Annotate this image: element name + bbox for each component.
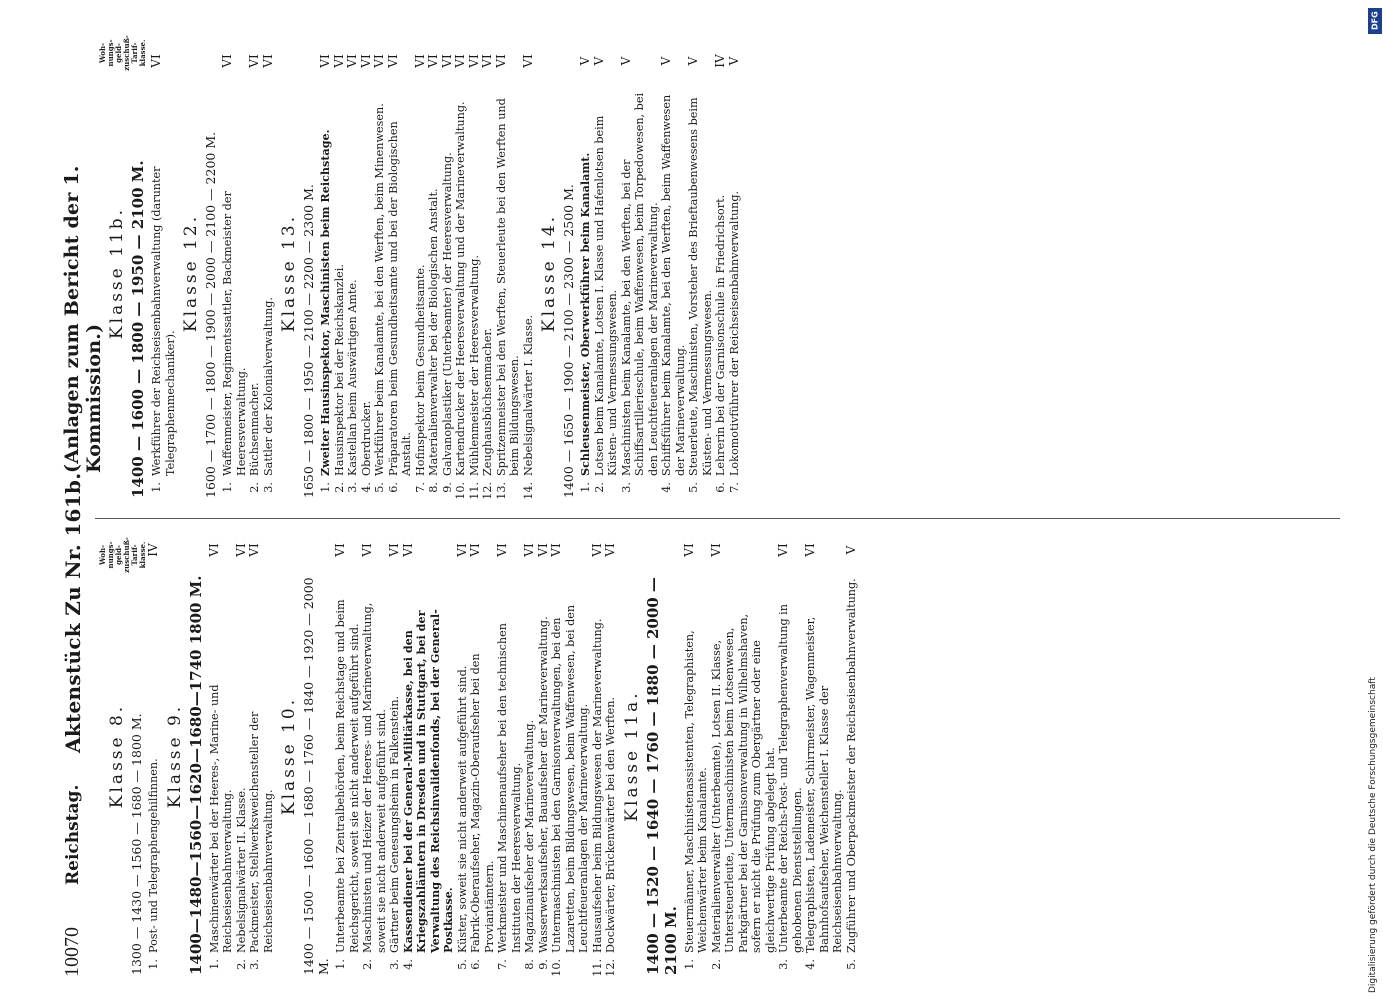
item-text: Büchsenmacher. — [248, 382, 261, 476]
item-text: Lotsen beim Kanalamte, Lotsen I. Klasse und Hafenlotsen beim Küsten- und Vermessungswesen. — [592, 115, 619, 476]
list-item — [221, 38, 248, 508]
item-text: Zeughausbüchsenmacher. — [481, 327, 494, 476]
item-number: 6. — [386, 482, 400, 493]
list-item — [361, 527, 388, 985]
tariff-class: VI — [400, 543, 415, 557]
tariff-class: VI — [233, 543, 248, 557]
tariff-class: VI — [708, 543, 723, 557]
tariff-section — [107, 38, 177, 508]
item-number: 4. — [401, 959, 415, 970]
item-text: Unterbeamte bei Zentralbehörden, beim Reichstage und beim Reichsgericht, soweit sie nicht anderweit aufgeführt sind. — [334, 599, 361, 953]
item-number: 13. — [494, 482, 508, 500]
list-item — [777, 527, 804, 985]
item-number: 11. — [467, 482, 481, 500]
list-item — [593, 38, 620, 508]
item-text: Hausinspektor bei der Reichskanzlei. — [332, 264, 346, 476]
item-text: Steuermänner, Maschinistenassistenten, Telegraphisten, Weichenwärter beim Kanalamte. — [682, 630, 709, 953]
item-text: Post- und Telegraphengehilfinnen. — [147, 758, 160, 953]
item-text: Maschinisten beim Kanalamte, bei den Werften, bei der Schiffsartillerieschule, beim Waffenwesen, beim Torpedowesen, bei den Leuchtfeueranlagen der Marineverwaltung. — [619, 92, 660, 476]
tariff-class: VI — [776, 543, 790, 557]
item-text: Spritzenmeister bei den Werften, Steuerleute bei den Werften und beim Bildungswesen. — [494, 98, 521, 476]
item-text: Werkmeister und Maschinenaufseher bei den technischen Instituten der Heeresverwaltung. — [496, 623, 523, 953]
digitization-credit: Digitalisierung gefördert durch die Deutsche Forschungsgemeinschaft — [1368, 677, 1378, 993]
list-item — [687, 38, 714, 508]
tariff-section — [279, 38, 535, 508]
item-number: 5. — [373, 482, 386, 493]
section-title: Klasse 11b. — [107, 206, 127, 340]
item-number: 14. — [521, 482, 535, 500]
document-number: Aktenstück Zu Nr. 161b. — [61, 472, 85, 753]
tariff-section — [165, 527, 276, 985]
item-text: Küster, soweit sie nicht anderweit aufgeführt sind. — [455, 665, 469, 953]
tariff-class: VI — [535, 543, 550, 557]
tariff-class: VI — [358, 54, 373, 68]
item-text: Sattler der Kolonialverwaltung. — [261, 297, 275, 476]
tariff-class: VI — [385, 54, 400, 68]
tariff-class: VI — [345, 54, 359, 68]
item-number: 12. — [604, 959, 617, 977]
page-header — [55, 25, 105, 985]
tariff-class: VI — [331, 54, 346, 68]
item-number: 3. — [248, 959, 261, 970]
item-text: Lehrerin bei der Garnisonschule in Friedrichsort. — [714, 194, 727, 476]
list-item — [456, 527, 470, 985]
item-text: Präparatoren beim Gesundheitsamte und bei der Biologischen Anstalt. — [386, 121, 413, 476]
item-number: 3. — [388, 959, 401, 970]
item-number: 5. — [844, 959, 858, 970]
item-text: Nebelsignalwärter II. Klasse. — [234, 787, 248, 953]
item-text: Zweiter Hausinspektor, Maschinisten beim Reichstage. — [318, 129, 332, 476]
item-number: 8. — [523, 959, 536, 970]
section-title: Klasse 12. — [181, 213, 201, 333]
tariff-class: VI — [247, 543, 261, 557]
item-text: Magazinaufseher der Marineverwaltung. — [523, 719, 536, 953]
item-number: 12. — [481, 482, 494, 500]
digitization-stamp — [1368, 8, 1382, 998]
section-title: Klasse 8. — [107, 703, 127, 809]
list-item — [537, 527, 551, 985]
item-text: Mühlenmeister der Heeresverwaltung. — [467, 255, 481, 476]
salary-scale: 1400 — 1650 — 1900 — 2100 — 2300 — 2500 M. — [561, 184, 576, 498]
item-number: 4. — [804, 959, 817, 970]
item-number: 7. — [727, 482, 741, 493]
item-number: 3. — [346, 482, 359, 493]
list-item — [414, 38, 428, 508]
list-item — [550, 527, 591, 985]
list-item — [373, 38, 387, 508]
tariff-class: VI — [426, 54, 440, 68]
item-text: Waffenmeister, Regimentssattler, Backmeister der Heeresverwaltung. — [221, 191, 248, 476]
item-number: 2. — [332, 482, 346, 493]
list-item — [468, 38, 482, 508]
item-number: 6. — [469, 959, 482, 970]
item-number: 4. — [359, 482, 373, 493]
item-text: Galvanoplastiker (Unterbeamter) der Heeresverwaltung. — [440, 152, 454, 476]
right-column — [103, 38, 745, 508]
tariff-class: V — [843, 545, 858, 555]
list-item — [334, 527, 361, 985]
tariff-class: VI — [549, 543, 563, 557]
running-title: (Anlagen zum Bericht der 1. Kommission.) — [61, 165, 105, 473]
item-text: Materialienverwalter bei der Biologischen Anstalt. — [427, 188, 440, 476]
list-item — [481, 38, 495, 508]
item-number: 3. — [261, 482, 275, 493]
item-number: 1. — [207, 959, 221, 970]
salary-scale: 1600 — 1700 — 1800 — 1900 — 2000 — 2100 — 2200 M. — [203, 131, 218, 498]
item-number: 1. — [150, 482, 163, 493]
list-item — [427, 38, 441, 508]
list-item — [495, 38, 522, 508]
item-text: Werkführer der Reichseisenbahnverwaltung (darunter Telegraphenmechaniker). — [150, 166, 177, 476]
list-item — [523, 527, 537, 985]
list-item — [469, 527, 496, 985]
tariff-section — [622, 527, 859, 985]
salary-scale: 1650 — 1800 — 1950 — 2100 — 2200 — 2300 M. — [301, 184, 316, 498]
item-number: 7. — [496, 959, 509, 970]
item-number: 3. — [619, 482, 633, 493]
item-text: Werkführer beim Kanalamte, bei den Werften, beim Minenwesen. — [373, 103, 386, 476]
tariff-class: VI — [681, 543, 696, 557]
list-item — [147, 527, 161, 985]
tariff-class: VI — [453, 54, 467, 68]
tariff-section — [539, 38, 741, 508]
item-text: Oberdrucker. — [359, 400, 373, 476]
rotated-document-page — [55, 25, 1355, 985]
tariff-class: VI — [260, 54, 275, 68]
tariff-class: VI — [247, 54, 261, 68]
tariff-class: VI — [803, 543, 817, 557]
item-text: Hausaufseher beim Bildungswesen der Marineverwaltung. — [590, 618, 604, 953]
list-item — [522, 38, 536, 508]
item-text: Telegraphisten, Lademeister, Schirrmeister, Wagenmeister, Bahnhofsaufseher, Weichensteller I. Klasse der Reichseisenbahnverwaltung. — [804, 616, 844, 953]
reichstag-label: Reichstag. — [63, 784, 83, 885]
tariff-class: VI — [495, 543, 509, 557]
tariff-class: V — [659, 56, 673, 66]
list-item — [248, 527, 275, 985]
item-number: 5. — [455, 959, 469, 970]
item-number: 2. — [592, 482, 606, 493]
item-number: 6. — [714, 482, 727, 493]
item-number: 1. — [682, 959, 696, 970]
list-item — [660, 38, 687, 508]
item-text: Kastellan beim Auswärtigen Amte. — [346, 279, 359, 476]
item-number: 7. — [413, 482, 427, 493]
item-text: Kassendiener bei der General-Militärkasse, bei den Kriegszahlämtern in Dresden und in Stuttgart, bei der Verwaltung des Reichsinvalidenfonds, bei der General-Postkasse. — [400, 609, 455, 953]
tariff-class: VI — [603, 543, 617, 557]
item-number: 10. — [454, 482, 467, 500]
section-title: Klasse 14. — [539, 213, 559, 333]
section-title: Klasse 9. — [164, 703, 185, 809]
tariff-class: V — [578, 56, 592, 66]
salary-scale: 1300 — 1430 — 1560 — 1680 — 1800 M. — [129, 713, 144, 975]
tariff-class: VI — [522, 543, 536, 557]
item-number: 8. — [427, 482, 440, 493]
list-item — [441, 38, 455, 508]
item-number: 1. — [334, 959, 347, 970]
item-text: Wasserwerksaufseher, Bauaufseher der Marineverwaltung. — [536, 616, 550, 953]
item-text: Fabrik-Oberaufseher, Magazin-Oberaufseher bei den Proviantämtern. — [469, 653, 496, 953]
item-number: 2. — [248, 482, 261, 493]
list-item — [387, 38, 414, 508]
list-item — [845, 527, 859, 985]
item-number: 1. — [147, 959, 160, 970]
list-item — [454, 38, 468, 508]
tariff-class: VI — [439, 54, 454, 68]
item-text: Gärtner beim Genesungsheim in Falkenstein. — [388, 695, 401, 953]
tariff-section — [181, 38, 275, 508]
list-item — [728, 38, 742, 508]
tariff-column-heading-left: Woh-nungs-geld-zuschuß-Tarif-klasse. — [98, 537, 147, 573]
list-item — [150, 38, 177, 508]
tariff-class: VI — [333, 543, 347, 557]
item-text: Maschinenwärter bei der Heeres-, Marine- und Reichseisenbahnverwaltung. — [207, 684, 234, 953]
section-title: Klasse 13. — [279, 213, 299, 333]
list-item — [604, 527, 618, 985]
tariff-class: VI — [520, 54, 535, 68]
tariff-class: V — [726, 56, 741, 66]
list-item — [333, 38, 347, 508]
salary-scale: 1400 — 1520 — 1640 — 1760 — 1880 — 2000 — 2100 M. — [643, 577, 680, 975]
list-item — [579, 38, 593, 508]
tariff-class: IV — [146, 543, 160, 557]
item-number: 2. — [361, 959, 374, 970]
item-number: 2. — [709, 959, 723, 970]
tariff-column-heading-right: Woh-nungs-geld-zuschuß-Tarif-klasse. — [98, 35, 147, 71]
tariff-class: V — [591, 56, 606, 66]
tariff-class: VI — [149, 54, 163, 68]
salary-scale: 1400—1480—1560—1620—1680—1740 1800 M. — [186, 575, 205, 975]
dfg-logo: DFG — [1368, 8, 1382, 34]
tariff-class: VI — [318, 54, 332, 68]
list-item — [235, 527, 249, 985]
item-text: Unterbeamte der Reichs-Post- und Telegraphenverwaltung in gehobenen Dienststellungen. — [777, 604, 804, 953]
item-text: Kartendrucker der Heeresverwaltung und der Marineverwaltung. — [454, 101, 467, 476]
tariff-class: VI — [468, 543, 482, 557]
item-text: Zugführer und Oberpackmeister der Reichseisenbahnverwaltung. — [844, 578, 858, 953]
item-text: Steuerleute, Maschinisten, Vorsteher des Brieftaubenwesens beim Küsten- und Vermessungswesen. — [687, 97, 714, 476]
tariff-section — [279, 527, 618, 985]
item-number: 10. — [550, 959, 563, 977]
left-column — [103, 527, 862, 985]
list-item — [262, 38, 276, 508]
tariff-class: VI — [387, 543, 401, 557]
item-number: 5. — [687, 482, 700, 493]
column-divider — [95, 518, 1340, 519]
list-item — [620, 38, 661, 508]
list-item — [360, 38, 374, 508]
list-item — [496, 527, 523, 985]
list-item — [714, 38, 728, 508]
item-number: 2. — [234, 959, 248, 970]
tariff-section — [107, 527, 161, 985]
tariff-class: VI — [454, 543, 469, 557]
page-number: 10070 — [61, 927, 83, 977]
list-item — [804, 527, 845, 985]
salary-scale: 1400 — 1600 — 1800 — 1950 — 2100 M. — [129, 160, 147, 498]
list-item — [319, 38, 333, 508]
list-item — [710, 527, 778, 985]
item-number: 4. — [660, 482, 673, 493]
tariff-class: VI — [493, 54, 508, 68]
list-item — [388, 527, 402, 985]
list-item — [402, 527, 456, 985]
item-number: 3. — [777, 959, 790, 970]
list-item — [208, 527, 235, 985]
tariff-class: VI — [372, 54, 386, 68]
item-text: Packmeister, Stellwerksweichensteller der Reichseisenbahnverwaltung. — [248, 711, 275, 953]
section-title: Klasse 11a. — [621, 690, 642, 822]
item-text: Materialienverwalter (Unterbeamte), Lotsen II. Klasse, Untersteuerleute, Untermaschinisten beim Lotsenwesen, Parkgärtner bei der Garnisonverwaltung in Wilhelmshaven, sofern er nicht die Prüfung zum Obergärtner oder eine gleichwertige Prüfung abgelegt hat. — [709, 613, 777, 953]
item-text: Hofinspektor beim Gesundheitsamte. — [413, 264, 427, 476]
item-number: 1. — [221, 482, 234, 493]
tariff-class: VI — [220, 54, 234, 68]
tariff-class: VI — [360, 543, 374, 557]
tariff-class: VI — [412, 54, 427, 68]
tariff-class: VI — [466, 54, 481, 68]
item-text: Schiffsführer beim Kanalamte, bei den Werften, beim Waffenwesen der Marineverwaltung. — [660, 94, 687, 476]
tariff-class: VI — [206, 543, 221, 557]
section-title: Klasse 10. — [279, 696, 299, 816]
tariff-class: VI — [589, 543, 604, 557]
item-number: 1. — [579, 482, 592, 493]
tariff-class: V — [618, 56, 633, 66]
tariff-class: V — [686, 56, 700, 66]
item-number: 1. — [319, 482, 332, 493]
item-text: Maschinisten und Heizer der Heeres- und Marineverwaltung, soweit sie nicht anderweit aufgeführt sind. — [361, 602, 388, 953]
item-number: 9. — [440, 482, 454, 493]
item-number: 9. — [536, 959, 550, 970]
item-text: Dockwärter, Brückenwärter bei den Werften. — [604, 697, 617, 953]
item-text: Nebelsignalwärter I. Klasse. — [521, 314, 535, 476]
item-text: Schleusenmeister, Oberwerkführer beim Kanalamt. — [578, 152, 592, 476]
salary-scale: 1400 — 1500 — 1600 — 1680 — 1760 — 1840 — 1920 — 2000 M. — [301, 577, 331, 975]
item-text: Untermaschinisten bei den Garnisonverwaltungen, bei den Lazaretten, beim Bildungswesen, beim Waffenwesen, bei den Leuchtfeueranlagen der Marineverwaltung. — [550, 604, 590, 953]
item-number: 11. — [590, 959, 604, 977]
list-item — [591, 527, 605, 985]
tariff-class: VI — [480, 54, 494, 68]
list-item — [346, 38, 360, 508]
list-item — [683, 527, 710, 985]
item-text: Lokomotivführer der Reichseisenbahnverwaltung. — [727, 190, 741, 476]
tariff-class: IV — [713, 54, 727, 68]
list-item — [248, 38, 262, 508]
